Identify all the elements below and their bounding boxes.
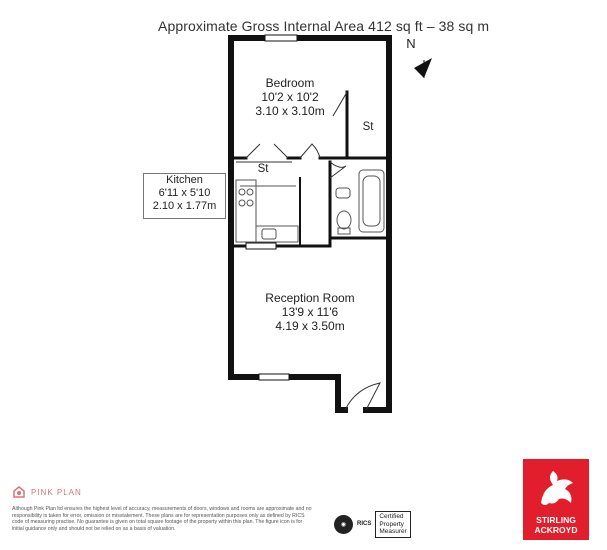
reception-top-wall	[300, 238, 330, 246]
store-right-label: St	[362, 121, 374, 133]
bedroom-label	[245, 76, 335, 118]
reception-window	[259, 374, 289, 380]
rics-cert-1: Certified	[379, 513, 404, 520]
kitchen-imperial: 6'11 x 5'10	[158, 187, 211, 199]
sink	[262, 229, 276, 239]
store-left-label: St	[257, 163, 269, 175]
kitchen-name: Kitchen	[166, 174, 203, 186]
area-title: Approximate Gross Internal Area 412 sq ft – 38 sq m	[158, 18, 490, 34]
toilet	[337, 211, 351, 229]
bedroom-metric: 3.10 x 3.10m	[255, 104, 325, 118]
reception-metric: 4.19 x 3.50m	[275, 319, 345, 333]
pink-plan-text: PINK PLAN	[31, 487, 82, 497]
rics-certified-box	[375, 511, 410, 538]
reception-label	[255, 291, 365, 333]
bedroom-door	[300, 144, 320, 158]
bedroom-imperial: 10'2 x 10'2	[261, 90, 319, 104]
rics-word: RICS	[357, 521, 372, 528]
reception-imperial: 13'9 x 11'6	[281, 305, 339, 319]
kitchen-window	[246, 243, 276, 249]
disclaimer: Although Pink Plan ltd ensures the highest level of accuracy, measurements of doors, windows and rooms are approximate and no responsibility is taken for error, omission or misstatement. These plans are for representation purposes only as defined by RICS code of measuring practise. No guarantee is given on total square footage of the property within this plan. The figure icon is for initial guidance only and should not be relied on as a basis of valuation.	[12, 506, 312, 532]
pink-plan-brand	[12, 485, 82, 499]
rics-cert-3: Measurer	[379, 528, 407, 535]
kitchen-metric: 2.10 x 1.77m	[152, 200, 217, 212]
rics-badge	[334, 511, 411, 538]
bath-door	[330, 162, 346, 178]
agent-line-2: ACKROYD	[534, 524, 578, 535]
compass-north-icon	[414, 58, 432, 78]
agent-line-1: STIRLING	[536, 515, 576, 525]
entrance-door	[345, 383, 380, 410]
reception-name: Reception Room	[265, 291, 355, 305]
compass-label: N	[406, 36, 416, 51]
stirling-ackroyd-logo	[523, 459, 589, 540]
worktop	[236, 180, 256, 242]
rics-cert-2: Property	[379, 520, 404, 528]
store-door	[333, 92, 347, 116]
bedroom-name: Bedroom	[265, 76, 315, 90]
basin	[336, 188, 350, 198]
rics-logo-icon: ◉	[334, 515, 353, 534]
store-left-door	[246, 144, 288, 158]
pink-plan-logo-icon	[12, 485, 26, 499]
griffin-logo-icon	[523, 459, 589, 515]
kitchen-label-box	[143, 173, 226, 219]
bedroom-window	[265, 35, 297, 41]
